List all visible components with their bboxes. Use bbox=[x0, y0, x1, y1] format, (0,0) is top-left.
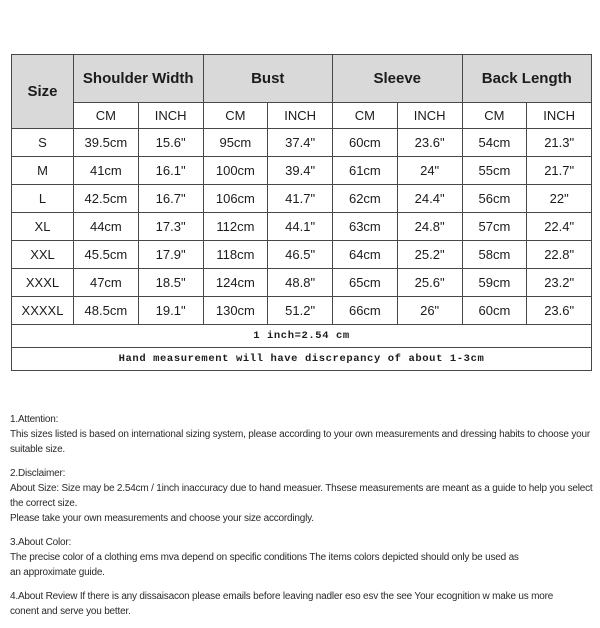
measurement-cell: 95cm bbox=[203, 129, 268, 157]
measurement-cell: 39.4" bbox=[268, 157, 333, 185]
measurement-cell: 58cm bbox=[462, 241, 527, 269]
measurement-cell: 25.6" bbox=[397, 269, 462, 297]
measurement-cell: 59cm bbox=[462, 269, 527, 297]
group-header-bust: Bust bbox=[203, 55, 333, 103]
note-disclaimer-line: Please take your own measurements and choose your size accordingly. bbox=[10, 513, 314, 524]
measurement-cell: 37.4" bbox=[268, 129, 333, 157]
note-attention-line: This sizes listed is based on international sizing system, please according to your own measurements and dressing habits to choose your suitable size. bbox=[10, 429, 590, 455]
measurement-cell: 51.2" bbox=[268, 297, 333, 325]
note-about-review-line: conent and serve you better. bbox=[10, 606, 131, 617]
unit-header-cm: CM bbox=[74, 103, 139, 129]
measurement-cell: 21.7" bbox=[527, 157, 592, 185]
measurement-cell: 55cm bbox=[462, 157, 527, 185]
measurement-cell: 42.5cm bbox=[74, 185, 139, 213]
measurement-cell: 56cm bbox=[462, 185, 527, 213]
measurement-cell: 19.1" bbox=[138, 297, 203, 325]
measurement-cell: 16.7" bbox=[138, 185, 203, 213]
measurement-cell: 41.7" bbox=[268, 185, 333, 213]
unit-header-cm: CM bbox=[333, 103, 398, 129]
unit-header-inch: INCH bbox=[268, 103, 333, 129]
measurement-cell: 24.4" bbox=[397, 185, 462, 213]
size-cell: XXL bbox=[12, 241, 74, 269]
measurement-cell: 24" bbox=[397, 157, 462, 185]
measurement-cell: 45.5cm bbox=[74, 241, 139, 269]
measurement-cell: 63cm bbox=[333, 213, 398, 241]
note-disclaimer-title: 2.Disclaimer: bbox=[10, 468, 66, 479]
measurement-cell: 17.9" bbox=[138, 241, 203, 269]
group-header-shoulder-width: Shoulder Width bbox=[74, 55, 204, 103]
measurement-cell: 47cm bbox=[74, 269, 139, 297]
table-row-m bbox=[12, 157, 592, 185]
note-disclaimer bbox=[10, 466, 594, 526]
unit-header-cm: CM bbox=[462, 103, 527, 129]
note-about-review bbox=[10, 589, 594, 619]
measurement-cell: 57cm bbox=[462, 213, 527, 241]
unit-header-row bbox=[12, 103, 592, 129]
measurement-cell: 106cm bbox=[203, 185, 268, 213]
size-cell: S bbox=[12, 129, 74, 157]
measurement-cell: 64cm bbox=[333, 241, 398, 269]
measurement-cell: 44cm bbox=[74, 213, 139, 241]
measurement-cell: 22.4" bbox=[527, 213, 592, 241]
note-about-color bbox=[10, 535, 594, 580]
measurement-cell: 22.8" bbox=[527, 241, 592, 269]
measurement-cell: 124cm bbox=[203, 269, 268, 297]
measurement-cell: 62cm bbox=[333, 185, 398, 213]
measurement-cell: 60cm bbox=[462, 297, 527, 325]
measurement-cell: 23.6" bbox=[397, 129, 462, 157]
table-row-xxxxl bbox=[12, 297, 592, 325]
note-disclaimer-line: About Size: Size may be 2.54cm / 1inch inaccuracy due to hand measuer. Thsese measurements are meant as a guide to help you select the correct size. bbox=[10, 483, 593, 509]
measurement-cell: 118cm bbox=[203, 241, 268, 269]
note-about-review-line: 4.About Review If there is any dissaisacon please emails before leaving nadler eso esv the see Your ecognition w make us more bbox=[10, 591, 554, 602]
measurement-cell: 130cm bbox=[203, 297, 268, 325]
size-cell: L bbox=[12, 185, 74, 213]
measurement-cell: 23.2" bbox=[527, 269, 592, 297]
measurement-cell: 16.1" bbox=[138, 157, 203, 185]
measurement-cell: 26" bbox=[397, 297, 462, 325]
size-cell: XXXXL bbox=[12, 297, 74, 325]
unit-header-inch: INCH bbox=[397, 103, 462, 129]
note-about-color-line: an approximate guide. bbox=[10, 567, 105, 578]
notes-section bbox=[10, 412, 594, 628]
measurement-cell: 23.6" bbox=[527, 297, 592, 325]
size-chart-table bbox=[11, 54, 592, 371]
table-row-xl bbox=[12, 213, 592, 241]
footer-row-inch-conversion bbox=[12, 325, 592, 348]
measurement-cell: 18.5" bbox=[138, 269, 203, 297]
note-attention-title: 1.Attention: bbox=[10, 414, 59, 425]
measurement-cell: 44.1" bbox=[268, 213, 333, 241]
measurement-cell: 22" bbox=[527, 185, 592, 213]
size-column-header: Size bbox=[12, 55, 74, 129]
table-row-xxl bbox=[12, 241, 592, 269]
measurement-cell: 60cm bbox=[333, 129, 398, 157]
measurement-cell: 61cm bbox=[333, 157, 398, 185]
group-header-back-length: Back Length bbox=[462, 55, 592, 103]
unit-header-inch: INCH bbox=[527, 103, 592, 129]
table-row-s bbox=[12, 129, 592, 157]
unit-header-cm: CM bbox=[203, 103, 268, 129]
measurement-cell: 21.3" bbox=[527, 129, 592, 157]
group-header-row bbox=[12, 55, 592, 103]
measurement-cell: 65cm bbox=[333, 269, 398, 297]
table-row-l bbox=[12, 185, 592, 213]
measurement-cell: 15.6" bbox=[138, 129, 203, 157]
size-cell: M bbox=[12, 157, 74, 185]
measurement-cell: 112cm bbox=[203, 213, 268, 241]
size-cell: XL bbox=[12, 213, 74, 241]
table-row-xxxl bbox=[12, 269, 592, 297]
inch-conversion-note: 1 inch=2.54 cm bbox=[12, 325, 592, 348]
measurement-cell: 24.8" bbox=[397, 213, 462, 241]
note-attention bbox=[10, 412, 594, 457]
measurement-cell: 48.8" bbox=[268, 269, 333, 297]
measurement-cell: 39.5cm bbox=[74, 129, 139, 157]
measurement-cell: 25.2" bbox=[397, 241, 462, 269]
measurement-cell: 46.5" bbox=[268, 241, 333, 269]
measurement-cell: 100cm bbox=[203, 157, 268, 185]
hand-measurement-note: Hand measurement will have discrepancy of about 1-3cm bbox=[12, 348, 592, 371]
measurement-cell: 17.3" bbox=[138, 213, 203, 241]
footer-row-hand-measurement bbox=[12, 348, 592, 371]
measurement-cell: 41cm bbox=[74, 157, 139, 185]
unit-header-inch: INCH bbox=[138, 103, 203, 129]
measurement-cell: 54cm bbox=[462, 129, 527, 157]
note-about-color-title: 3.About Color: bbox=[10, 537, 72, 548]
note-about-color-line: The precise color of a clothing ems mva depend on specific conditions The items colors depicted should only be used as bbox=[10, 552, 519, 563]
measurement-cell: 66cm bbox=[333, 297, 398, 325]
measurement-cell: 48.5cm bbox=[74, 297, 139, 325]
group-header-sleeve: Sleeve bbox=[333, 55, 463, 103]
size-cell: XXXL bbox=[12, 269, 74, 297]
